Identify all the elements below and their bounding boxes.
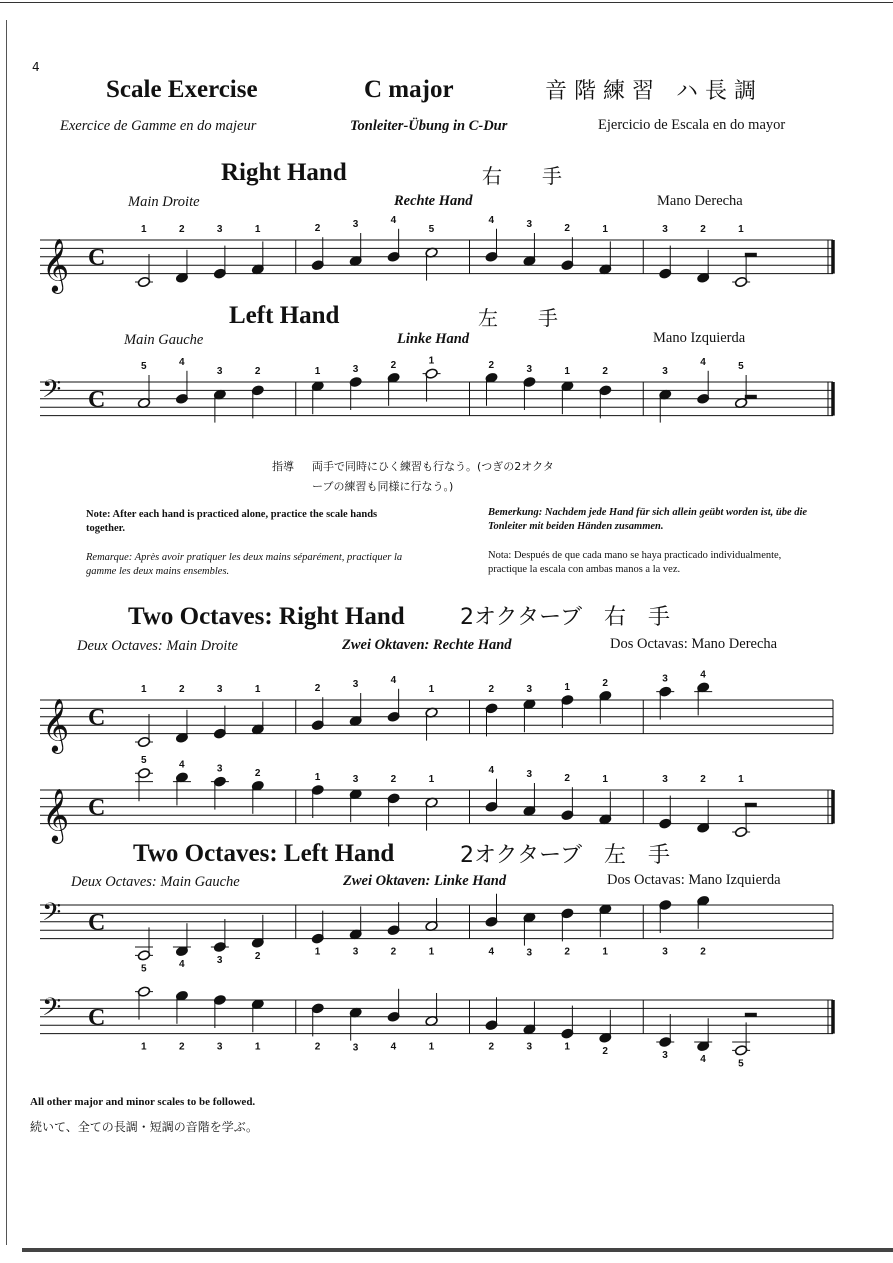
fingering-number: 1 (254, 1041, 261, 1053)
fingering-number: 4 (390, 1041, 397, 1053)
fingering-number: 2 (700, 946, 706, 958)
fingering-number: 3 (216, 1041, 223, 1053)
treble-clef-icon: 𝄞 (42, 697, 70, 752)
fingering-number: 5 (738, 1058, 744, 1070)
fingering-number: 3 (662, 366, 668, 377)
fingering-number: 4 (488, 764, 495, 776)
fingering-number: 1 (738, 224, 744, 235)
time-signature: C (88, 909, 106, 936)
fingering-number: 3 (352, 1042, 359, 1054)
fingering-number: 4 (178, 356, 185, 368)
staff-two-oct-left-1 (0, 880, 893, 975)
fingering-number: 2 (488, 359, 495, 371)
fingering-number: 4 (390, 214, 397, 226)
section-de-right-hand: Rechte Hand (394, 193, 473, 209)
fingering-number: 3 (662, 1050, 668, 1061)
fingering-number: 3 (662, 224, 668, 235)
fingering-number: 3 (662, 946, 668, 958)
fingering-number: 1 (254, 684, 261, 695)
fingering-number: 1 (428, 684, 435, 695)
half-rest (745, 253, 757, 257)
fingering-number: 3 (216, 224, 223, 235)
section-title-two-oct-right: Two Octaves: Right Hand (128, 603, 405, 630)
time-signature: C (88, 704, 106, 731)
bottom-rule (22, 1248, 893, 1252)
time-signature: C (88, 244, 106, 271)
fingering-number: 2 (390, 774, 397, 785)
fingering-number: 1 (602, 946, 608, 958)
half-rest (745, 803, 757, 807)
fingering-number: 4 (488, 214, 495, 226)
fingering-number: 3 (216, 763, 223, 775)
fingering-number: 5 (738, 361, 744, 372)
top-rule (0, 2, 893, 3)
title-japanese: 音 階 練 習 ハ 長 調 (545, 79, 756, 104)
section-de-two-oct-left: Zwei Oktaven: Linke Hand (343, 873, 507, 889)
fingering-number: 3 (526, 1041, 532, 1053)
fingering-number: 3 (526, 947, 532, 959)
section-jp-left-hand: 左 手 (478, 306, 558, 330)
fingering-number: 1 (602, 774, 608, 785)
fingering-number: 1 (564, 366, 570, 377)
section-de-left-hand: Linke Hand (397, 331, 470, 347)
staff-two-oct-right-1 (0, 650, 893, 752)
fingering-number: 1 (428, 774, 435, 785)
section-fr-two-oct-left: Deux Octaves: Main Gauche (71, 874, 240, 890)
treble-clef-icon: 𝄞 (42, 787, 70, 842)
section-title-right-hand: Right Hand (221, 159, 347, 186)
fingering-number: 2 (602, 677, 608, 689)
fingering-number: 2 (488, 1041, 495, 1053)
fingering-number: 3 (662, 774, 668, 785)
fingering-number: 2 (602, 366, 608, 377)
section-jp-two-oct-right: 2オクターブ 右 手 (460, 605, 671, 630)
bass-clef-icon: 𝄢 (42, 898, 62, 933)
fingering-number: 3 (352, 774, 359, 785)
title-english: Scale Exercise (106, 76, 258, 103)
fingering-number: 3 (662, 673, 668, 685)
footer-english: All other major and minor scales to be followed. (30, 1096, 256, 1108)
section-es-two-oct-left: Dos Octavas: Mano Izquierda (607, 872, 781, 888)
staff-two-oct-left-2 (0, 972, 893, 1070)
note-spanish: Nota: Después de que cada mano se haya practicado individualmente, practique la escala con ambas manos a la vez. (488, 550, 782, 575)
fingering-number: 4 (488, 946, 495, 958)
fingering-number: 2 (564, 773, 570, 785)
fingering-number: 3 (352, 364, 359, 375)
fingering-number: 1 (314, 946, 321, 958)
title-german: Tonleiter-Übung in C-Dur (350, 118, 508, 134)
fingering-number: 3 (526, 769, 532, 780)
bass-clef-icon: 𝄢 (42, 375, 62, 410)
fingering-number: 1 (428, 1041, 435, 1053)
staff-right-hand (0, 200, 893, 292)
note-english: Note: After each hand is practiced alone, practice the scale hands together. (86, 509, 378, 534)
footer-japanese: 続いて、全ての長調・短調の音階を学ぶ。 (30, 1120, 259, 1134)
fingering-number: 2 (178, 1041, 185, 1053)
section-de-two-oct-right: Zwei Oktaven: Rechte Hand (342, 637, 512, 653)
fingering-number: 4 (178, 959, 185, 971)
fingering-number: 4 (700, 669, 706, 681)
section-fr-left-hand: Main Gauche (124, 332, 204, 348)
fingering-number: 2 (390, 946, 397, 958)
fingering-number: 1 (738, 774, 744, 785)
fingering-number: 3 (216, 684, 223, 695)
fingering-number: 1 (314, 772, 321, 783)
fingering-number: 2 (488, 684, 495, 695)
fingering-number: 1 (428, 355, 435, 367)
key-english: C major (364, 76, 454, 103)
fingering-number: 4 (700, 1054, 706, 1066)
title-french: Exercice de Gamme en do majeur (60, 118, 257, 134)
fingering-number: 4 (700, 356, 706, 368)
page-number: 4 (32, 60, 40, 74)
fingering-number: 3 (352, 946, 359, 958)
fingering-number: 1 (141, 224, 147, 235)
fingering-number: 1 (141, 1041, 147, 1053)
time-signature: C (88, 794, 106, 821)
fingering-number: 2 (700, 224, 706, 235)
section-fr-two-oct-right: Deux Octaves: Main Droite (77, 638, 238, 654)
fingering-number: 2 (700, 774, 706, 785)
fingering-number: 2 (178, 684, 185, 695)
fingering-number: 4 (390, 674, 397, 686)
section-fr-right-hand: Main Droite (128, 194, 200, 210)
half-rest (745, 395, 757, 399)
fingering-number: 3 (526, 364, 532, 375)
section-jp-two-oct-left: 2オクターブ 左 手 (460, 843, 671, 868)
section-title-two-oct-left: Two Octaves: Left Hand (133, 840, 395, 867)
fingering-number: 2 (314, 223, 321, 235)
fingering-number: 1 (602, 224, 608, 235)
time-signature: C (88, 1004, 106, 1031)
instruction-line-2: ーブの練習も同様に行なう。) (312, 480, 454, 493)
fingering-number: 3 (216, 366, 223, 377)
fingering-number: 1 (254, 224, 261, 235)
section-title-left-hand: Left Hand (229, 302, 340, 329)
fingering-number: 5 (141, 755, 147, 767)
fingering-number: 1 (141, 684, 147, 695)
half-rest (745, 1013, 757, 1017)
fingering-number: 3 (352, 219, 359, 230)
instruction-label: 指導 (272, 460, 294, 473)
fingering-number: 5 (428, 224, 435, 235)
fingering-number: 2 (254, 950, 261, 962)
fingering-number: 2 (314, 683, 321, 695)
section-es-two-oct-right: Dos Octavas: Mano Derecha (610, 636, 778, 652)
title-spanish: Ejercicio de Escala en do mayor (598, 117, 786, 133)
section-es-left-hand: Mano Izquierda (653, 330, 746, 346)
fingering-number: 5 (141, 963, 147, 975)
treble-clef-icon: 𝄞 (42, 237, 70, 292)
fingering-number: 2 (564, 946, 570, 958)
section-es-right-hand: Mano Derecha (657, 193, 743, 209)
bass-clef-icon: 𝄢 (42, 993, 62, 1028)
staff-two-oct-right-2 (0, 745, 893, 842)
fingering-number: 3 (526, 684, 532, 695)
instruction-line-1: 両手で同時にひく練習も行なう。(つぎの2オクタ (312, 460, 554, 473)
fingering-number: 2 (390, 359, 397, 371)
fingering-number: 1 (314, 366, 321, 377)
fingering-number: 3 (352, 679, 359, 690)
fingering-number: 2 (254, 767, 261, 779)
fingering-number: 4 (178, 759, 185, 771)
fingering-number: 2 (314, 1041, 321, 1053)
fingering-number: 3 (526, 219, 532, 230)
fingering-number: 1 (428, 946, 435, 958)
fingering-number: 2 (602, 1045, 608, 1057)
fingering-number: 5 (141, 361, 147, 372)
note-german: Bemerkung: Nachdem jede Hand für sich allein geübt worden ist, übe die Tonleiter mit beiden Händen zusammen. (488, 507, 808, 532)
section-jp-right-hand: 右 手 (482, 164, 562, 188)
fingering-number: 1 (564, 682, 570, 693)
fingering-number: 2 (178, 224, 185, 235)
fingering-number: 1 (564, 1041, 570, 1053)
staff-left-hand (0, 342, 893, 432)
fingering-number: 2 (564, 223, 570, 235)
note-french: Remarque: Après avoir pratiquer les deux mains séparément, practiquer la gamme les deux mains ensembles. (86, 552, 403, 577)
fingering-number: 3 (216, 955, 223, 966)
time-signature: C (88, 386, 106, 413)
fingering-number: 2 (254, 366, 261, 377)
